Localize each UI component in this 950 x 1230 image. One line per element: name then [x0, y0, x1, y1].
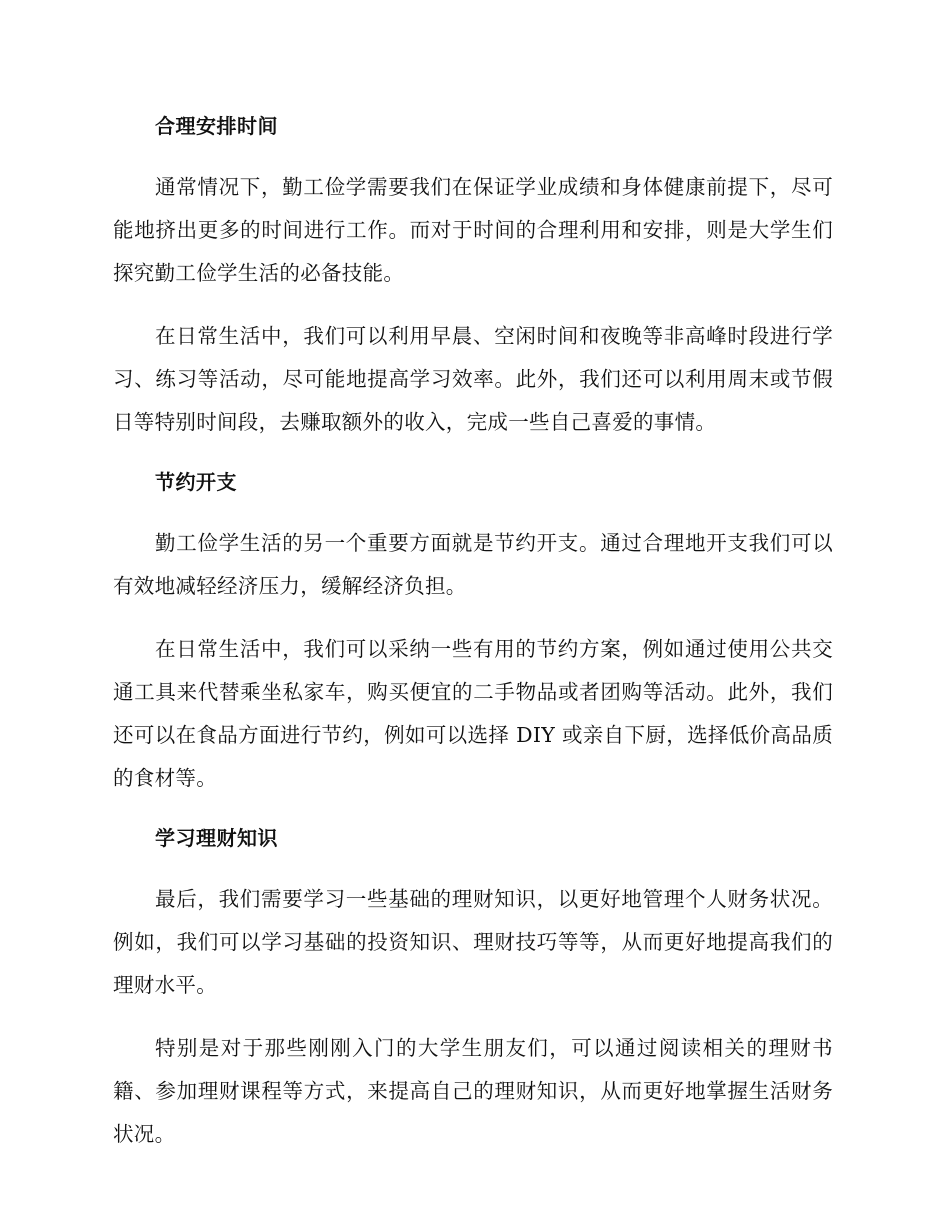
paragraph: 在日常生活中，我们可以利用早晨、空闲时间和夜晚等非高峰时段进行学习、练习等活动，尽可能地提高学习效率。此外，我们还可以利用周末或节假日等特别时间段，去赚取额外的收入，完成一些自己喜爱的事情。: [113, 324, 833, 434]
paragraph: 特别是对于那些刚刚入门的大学生朋友们，可以通过阅读相关的理财书籍、参加理财课程等方式，来提高自己的理财知识，从而更好地掌握生活财务状况。: [113, 1036, 833, 1146]
section-financial-knowledge: [113, 820, 833, 1156]
section-saving-expenses: [113, 464, 833, 800]
section-time-management: [113, 108, 833, 444]
section-heading: 学习理财知识: [155, 826, 278, 850]
document-body: [113, 108, 833, 1176]
paragraph: 最后，我们需要学习一些基础的理财知识，以更好地管理个人财务状况。例如，我们可以学习基础的投资知识、理财技巧等等，从而更好地提高我们的理财水平。: [113, 887, 833, 997]
paragraph: 通常情况下，勤工俭学需要我们在保证学业成绩和身体健康前提下，尽可能地挤出更多的时间进行工作。而对于时间的合理利用和安排，则是大学生们探究勤工俭学生活的必备技能。: [113, 175, 833, 285]
paragraph: 在日常生活中，我们可以采纳一些有用的节约方案，例如通过使用公共交通工具来代替乘坐私家车，购买便宜的二手物品或者团购等活动。此外，我们还可以在食品方面进行节约，例如可以选择 DIY 或亲自下厨，选择低价高品质的食材等。: [113, 637, 833, 790]
section-heading: 合理安排时间: [155, 114, 278, 138]
section-heading: 节约开支: [155, 470, 237, 494]
paragraph: 勤工俭学生活的另一个重要方面就是节约开支。通过合理地开支我们可以有效地减轻经济压力，缓解经济负担。: [113, 531, 833, 598]
